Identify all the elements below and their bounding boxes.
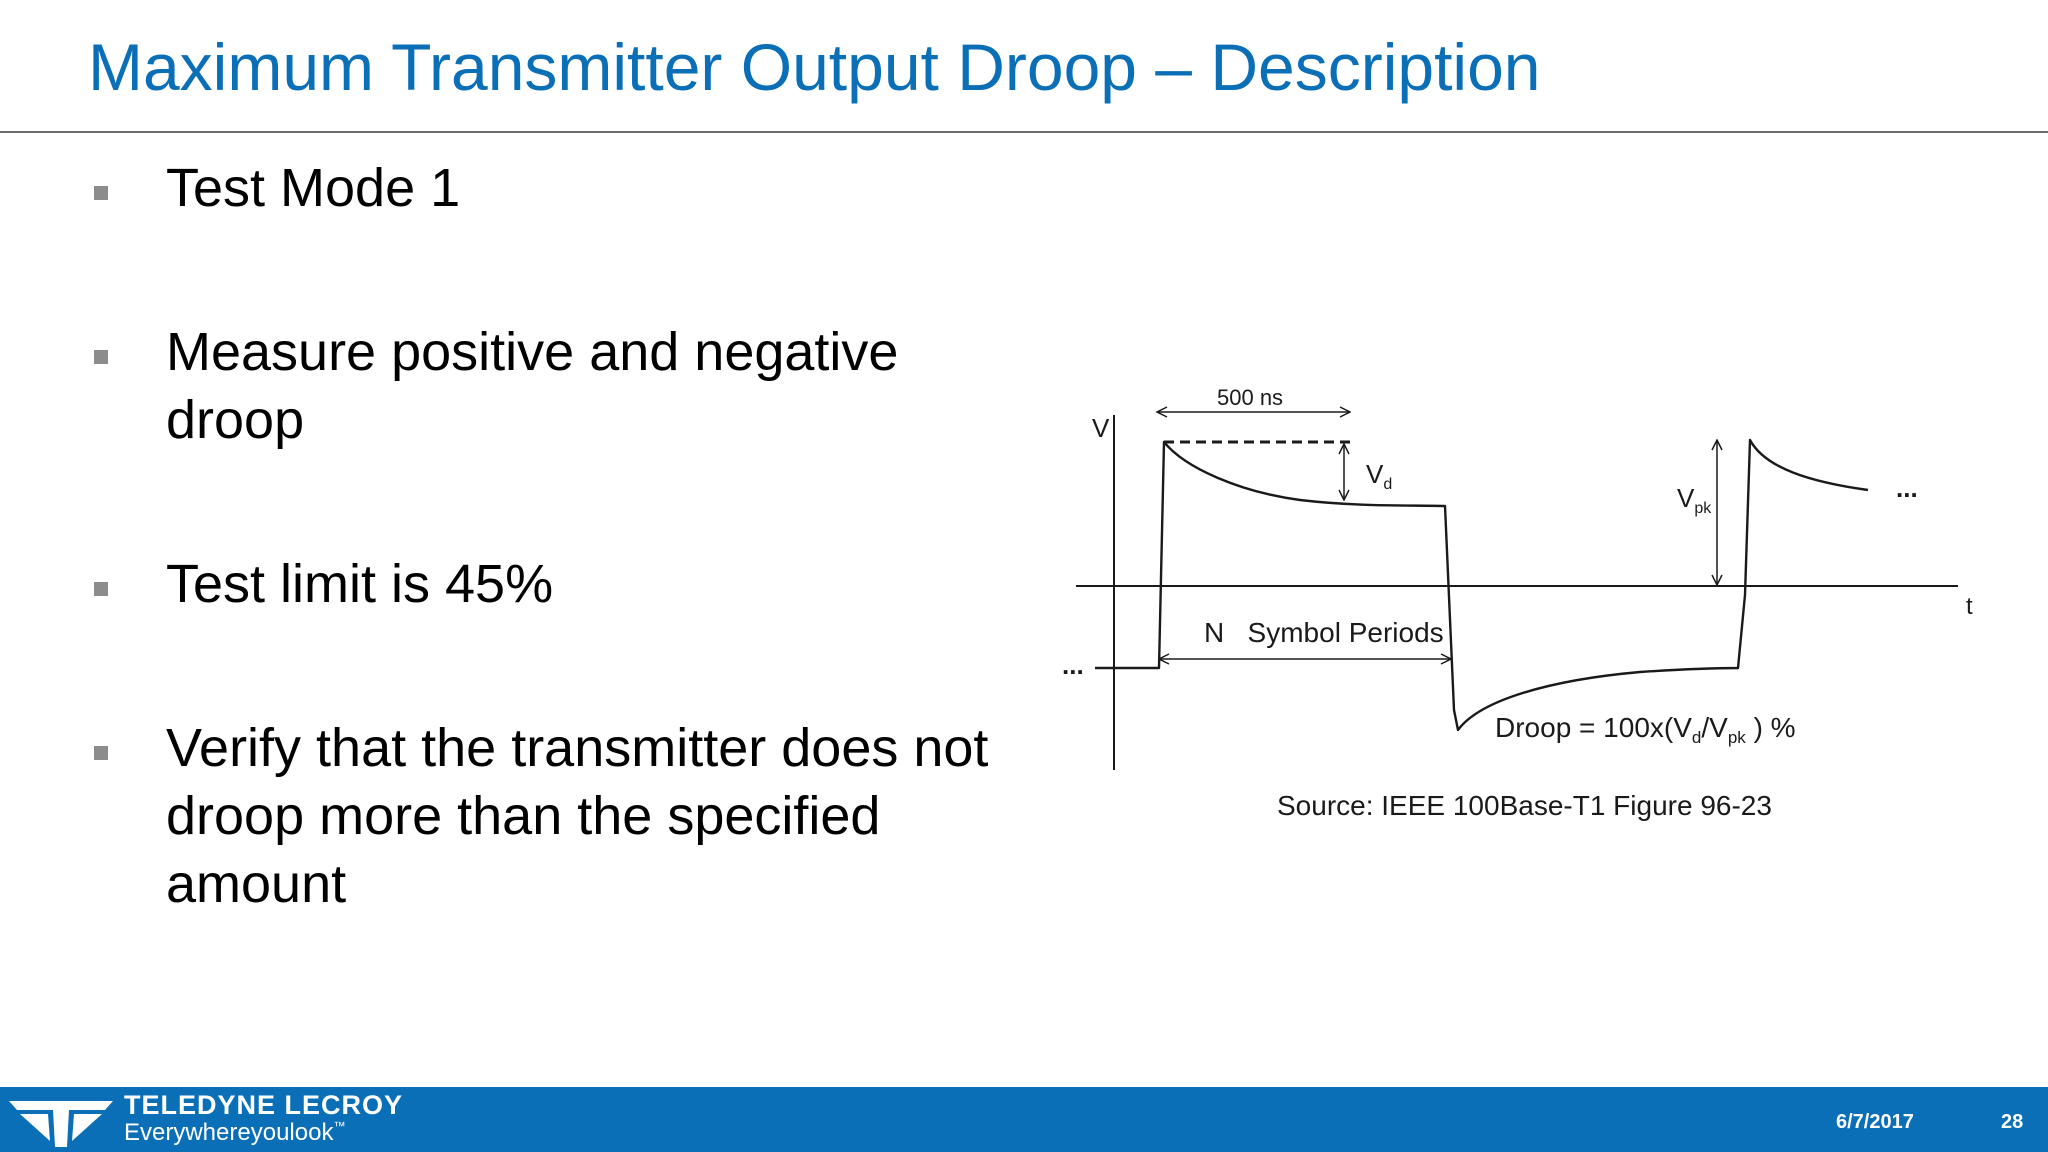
brand-tagline: Everywhereyoulook™ bbox=[124, 1119, 346, 1146]
slide-title: Maximum Transmitter Output Droop – Description bbox=[88, 30, 1541, 104]
title-divider bbox=[0, 131, 2048, 133]
bullet-text: Test limit is 45% bbox=[166, 554, 554, 614]
bullet-marker bbox=[94, 582, 108, 596]
bullet-marker bbox=[94, 350, 108, 364]
trademark-symbol: ™ bbox=[333, 1119, 346, 1133]
label-v-axis: V bbox=[1092, 413, 1110, 443]
label-t-axis: t bbox=[1966, 593, 1973, 620]
ellipsis-right: ... bbox=[1896, 473, 1918, 503]
teledyne-logo-icon bbox=[6, 1091, 116, 1149]
source-caption: Source: IEEE 100Base-T1 Figure 96-23 bbox=[1277, 790, 1772, 821]
bullet-text: Verify that the transmitter does not droop more than the specified amount bbox=[166, 718, 989, 914]
footer-date: 6/7/2017 bbox=[1836, 1111, 1914, 1133]
bullet-marker bbox=[94, 186, 108, 200]
bullet-marker bbox=[94, 746, 108, 760]
label-n-symbol-periods: N Symbol Periods bbox=[1204, 617, 1444, 648]
brand-name: TELEDYNE LECROY bbox=[124, 1090, 404, 1120]
label-vpk: $V_{pk}$ bbox=[1677, 483, 1712, 517]
page-number: 28 bbox=[2001, 1111, 2024, 1133]
bullet-text: Measure positive and negative droop bbox=[166, 322, 899, 450]
droop-diagram bbox=[1055, 375, 1995, 775]
droop-formula: Droop = $100x(V_d/V_{pk}$ ) % bbox=[1495, 712, 1796, 747]
ellipsis-left: ... bbox=[1062, 650, 1084, 680]
bullet-text: Test Mode 1 bbox=[166, 158, 461, 218]
label-500ns: 500 ns bbox=[1217, 385, 1284, 410]
droop-diagram-svg bbox=[1055, 375, 1995, 775]
label-vd: $V_d$ bbox=[1366, 459, 1393, 493]
